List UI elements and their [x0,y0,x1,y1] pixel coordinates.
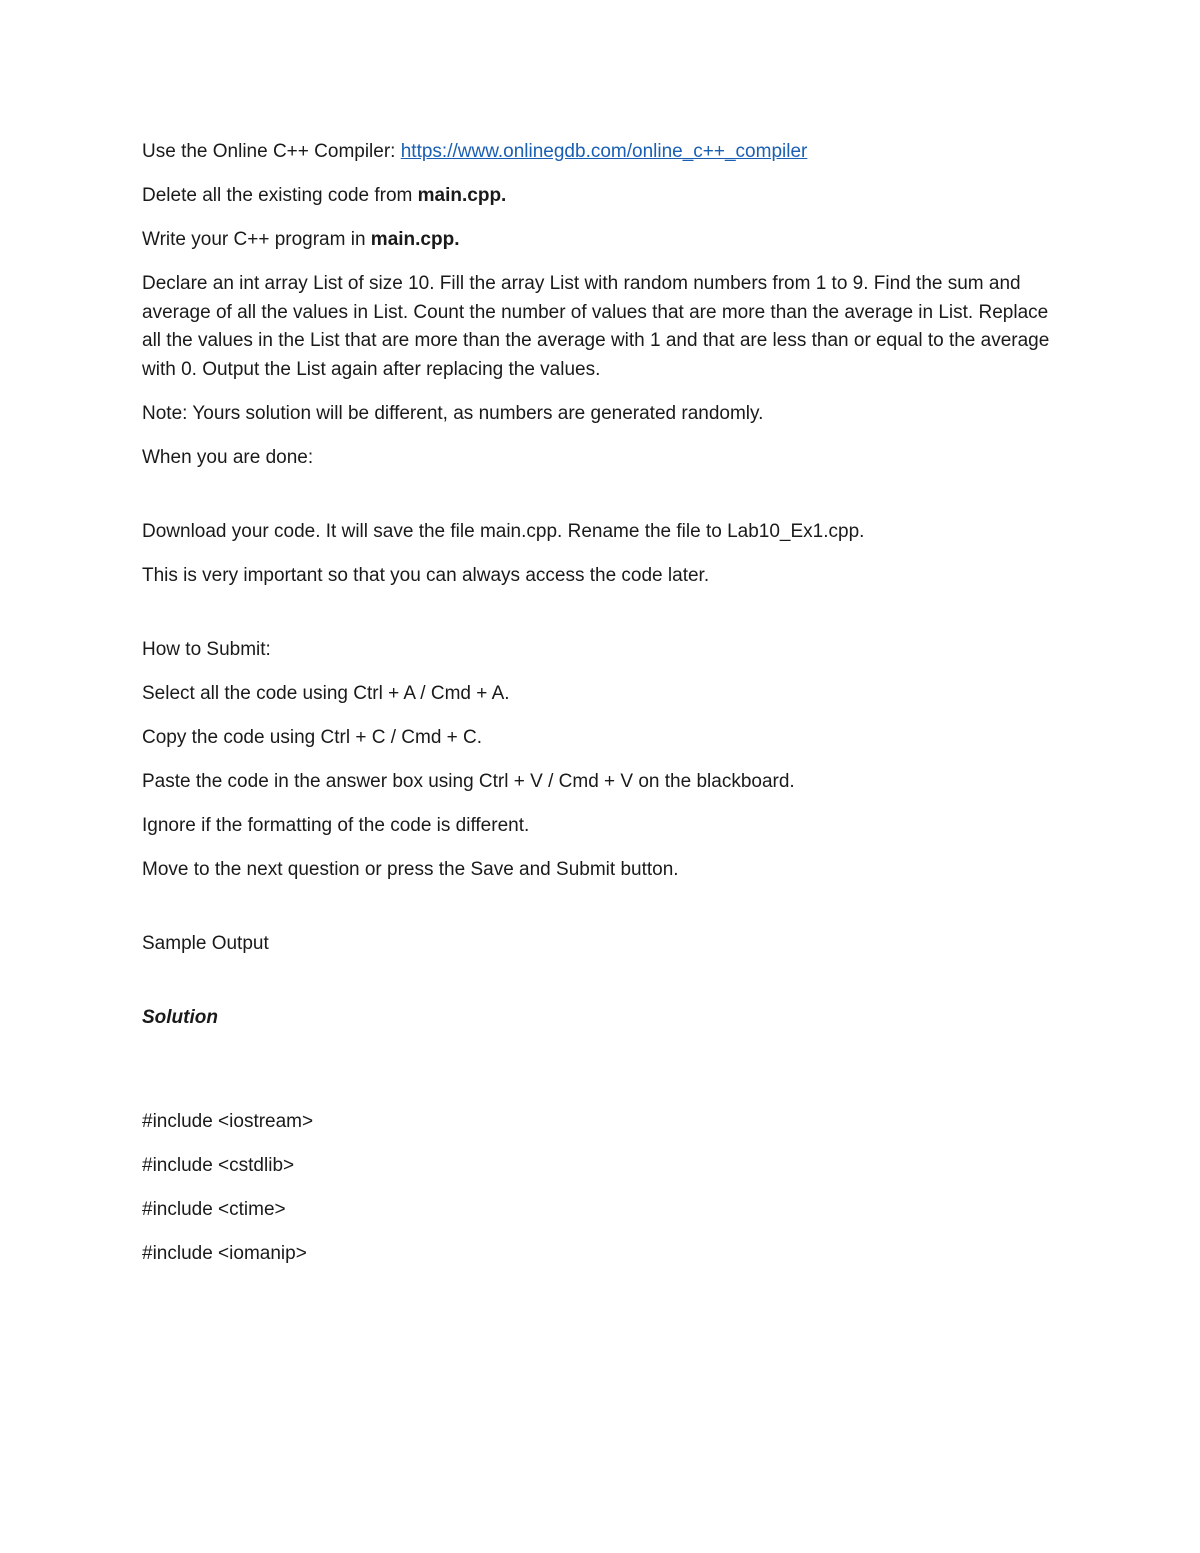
write-instruction-filename: main.cpp. [370,229,460,250]
code-line: #include <iomanip> [142,1242,307,1264]
solution-heading: Solution [142,1006,218,1028]
code-line: #include <ctime> [142,1198,286,1220]
delete-instruction-text: Delete all the existing code from [142,185,418,206]
submit-step: Select all the code using Ctrl + A / Cmd + A. [142,682,510,704]
when-done: When you are done: [142,446,314,468]
delete-instruction-filename: main.cpp. [417,185,507,206]
submit-heading: How to Submit: [142,638,271,660]
spacer [142,974,1062,1004]
spacer [142,1048,1062,1108]
submit-step: Paste the code in the answer box using Ctrl + V / Cmd + V on the blackboard. [142,770,795,792]
compiler-instruction-text: Use the Online C++ Compiler: [142,141,401,162]
compiler-instruction [142,138,1062,167]
code-line: #include <iostream> [142,1110,314,1132]
download-instruction: Download your code. It will save the file main.cpp. Rename the file to Lab10_Ex1.cpp. [142,520,865,542]
spacer [142,488,1062,518]
submit-step: Ignore if the formatting of the code is different. [142,814,530,836]
compiler-link[interactable]: https://www.onlinegdb.com/online_c++_compiler [400,141,808,162]
note: Note: Yours solution will be different, as numbers are generated randomly. [142,402,764,424]
write-instruction-text: Write your C++ program in [142,229,371,250]
task-description: Declare an int array List of size 10. Fill the array List with random numbers from 1 to 9. Find the sum and average of all the values in List. Count the number of values that are more than the average in List. Replace all the values in the List that are more than the average with 1 and that are less than or equal to the average with 0. Output the List again after replacing the values. [142,273,1050,380]
delete-instruction [142,182,1062,211]
important-note: This is very important so that you can always access the code later. [142,564,710,586]
document-body [142,138,1062,1284]
code-line: #include <cstdlib> [142,1154,295,1176]
write-instruction [142,226,1062,255]
submit-step: Move to the next question or press the Save and Submit button. [142,858,679,880]
sample-output-label: Sample Output [142,932,269,954]
spacer [142,900,1062,930]
spacer [142,606,1062,636]
submit-step: Copy the code using Ctrl + C / Cmd + C. [142,726,483,748]
